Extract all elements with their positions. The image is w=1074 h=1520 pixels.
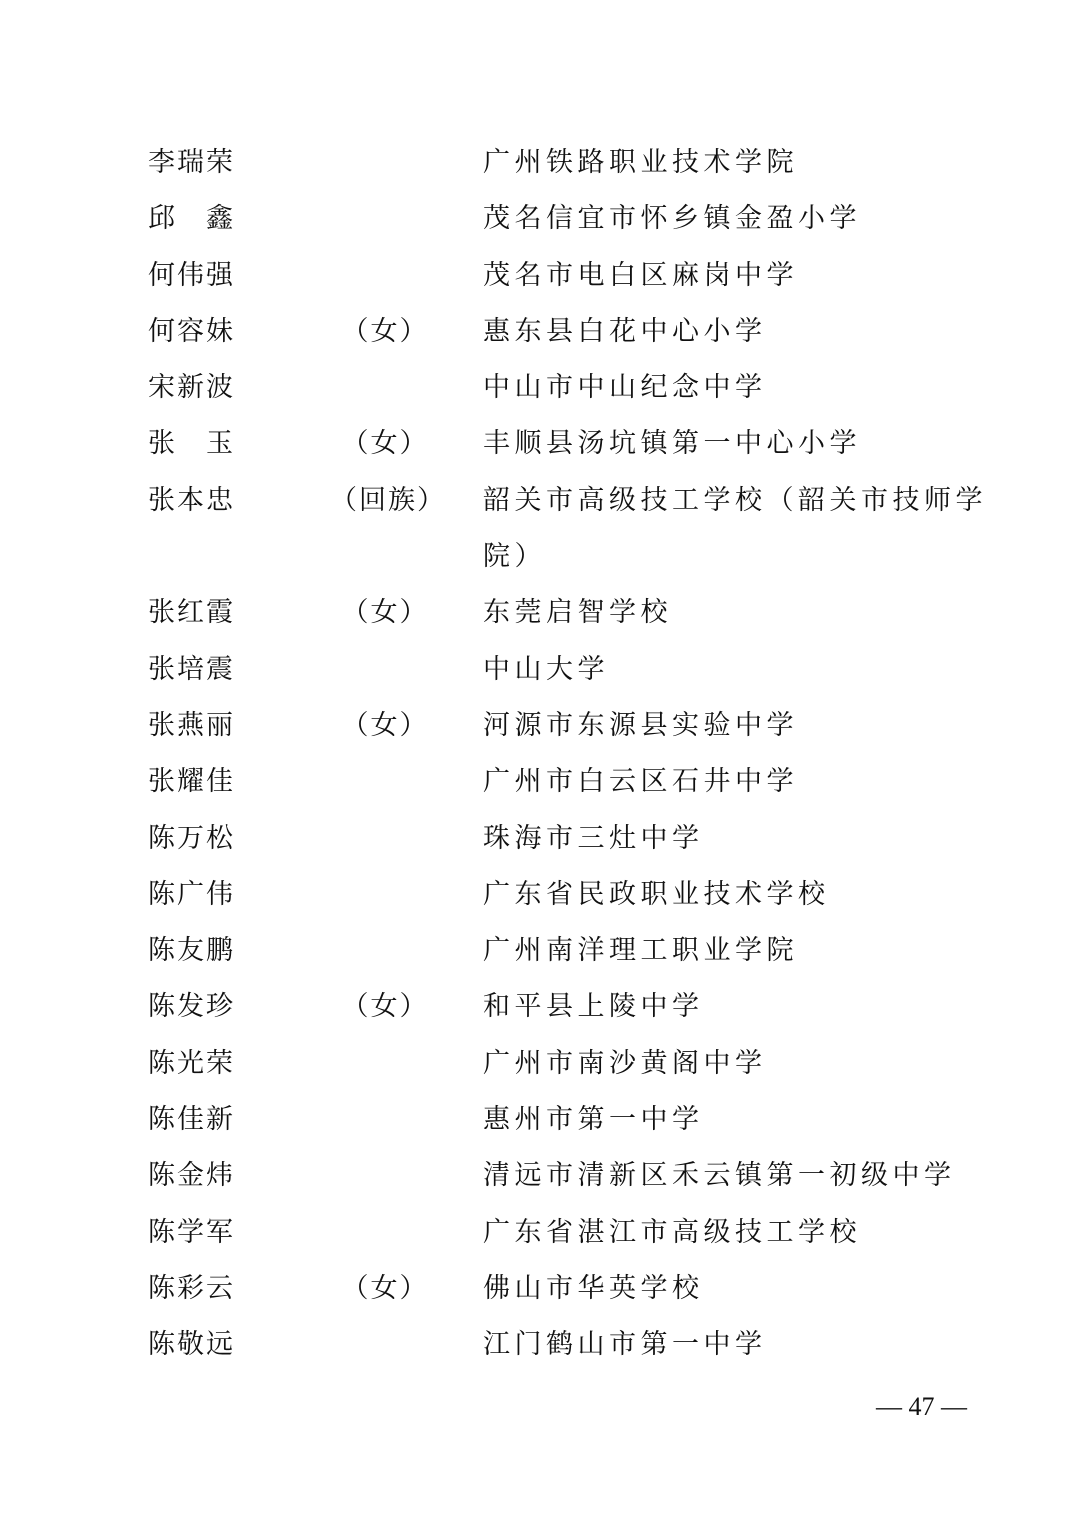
person-name: 陈金炜 [148,1160,235,1192]
person-organization: 广东省民政职业技术学校 [483,878,830,910]
person-name: 陈敬远 [148,1329,235,1361]
person-organization: 广东省湛江市高级技工学校 [483,1216,861,1248]
person-note: （女） [341,428,429,460]
list-item [0,749,1074,805]
person-name: 何伟强 [148,259,235,291]
list-item [0,974,1074,1030]
person-organization-continuation: 院） [483,541,546,573]
person-note: （回族） [330,484,446,516]
person-name: 张耀佳 [148,766,235,798]
person-organization: 丰顺县汤坑镇第一中心小学 [483,428,861,460]
list-item [0,1256,1074,1312]
person-name: 陈发珍 [148,991,235,1023]
list-item [0,862,1074,918]
person-organization: 韶关市高级技工学校（韶关市技师学 [483,484,987,516]
person-note: （女） [341,597,429,629]
person-name: 张 玉 [148,428,235,460]
list-item [0,186,1074,242]
list-item [0,468,1074,524]
person-name: 宋新波 [148,372,235,404]
list-item [0,1087,1074,1143]
person-name: 李瑞荣 [148,147,235,178]
person-organization: 珠海市三灶中学 [483,822,704,854]
person-note: （女） [341,1272,429,1304]
list-item [0,130,1074,186]
person-organization: 惠州市第一中学 [483,1104,704,1136]
person-name: 陈友鹏 [148,935,235,967]
person-name: 陈彩云 [148,1272,235,1304]
list-item [0,1031,1074,1087]
person-name: 陈广伟 [148,878,235,910]
person-name: 陈光荣 [148,1047,235,1079]
person-organization: 茂名信宜市怀乡镇金盈小学 [483,203,861,235]
list-item [0,1143,1074,1199]
list-item [0,1312,1074,1368]
person-note: （女） [341,991,429,1023]
list-item [0,693,1074,749]
person-note: （女） [341,315,429,347]
person-organization: 广州市白云区石井中学 [483,766,798,798]
list-item [0,918,1074,974]
list-item [0,1200,1074,1256]
list-item [0,299,1074,355]
list-item [0,411,1074,467]
person-name: 何容妹 [148,315,235,347]
list-item [0,355,1074,411]
person-name: 张红霞 [148,597,235,629]
person-organization: 清远市清新区禾云镇第一初级中学 [483,1160,956,1192]
person-organization: 茂名市电白区麻岗中学 [483,259,798,291]
person-organization: 江门鹤山市第一中学 [483,1329,767,1361]
person-organization: 河源市东源县实验中学 [483,709,798,741]
list-item [0,580,1074,636]
person-name: 张培震 [148,653,235,685]
person-name: 邱 鑫 [148,203,235,235]
person-organization: 佛山市华英学校 [483,1272,704,1304]
person-name: 陈万松 [148,822,235,854]
name-list [0,130,1074,1369]
person-organization: 广州铁路职业技术学院 [483,147,798,178]
person-organization: 广州南洋理工职业学院 [483,935,798,967]
person-organization: 惠东县白花中心小学 [483,315,767,347]
person-organization: 中山市中山纪念中学 [483,372,767,404]
person-organization: 中山大学 [483,653,609,685]
person-organization: 东莞启智学校 [483,597,672,629]
list-item [0,806,1074,862]
person-organization: 广州市南沙黄阁中学 [483,1047,767,1079]
page-number: — 47 — [876,1392,967,1421]
person-name: 陈佳新 [148,1104,235,1136]
list-item-continuation [0,524,1074,580]
person-name: 陈学军 [148,1216,235,1248]
list-item [0,243,1074,299]
person-note: （女） [341,709,429,741]
person-name: 张燕丽 [148,709,235,741]
person-name: 张本忠 [148,484,235,516]
list-item [0,637,1074,693]
person-organization: 和平县上陵中学 [483,991,704,1023]
